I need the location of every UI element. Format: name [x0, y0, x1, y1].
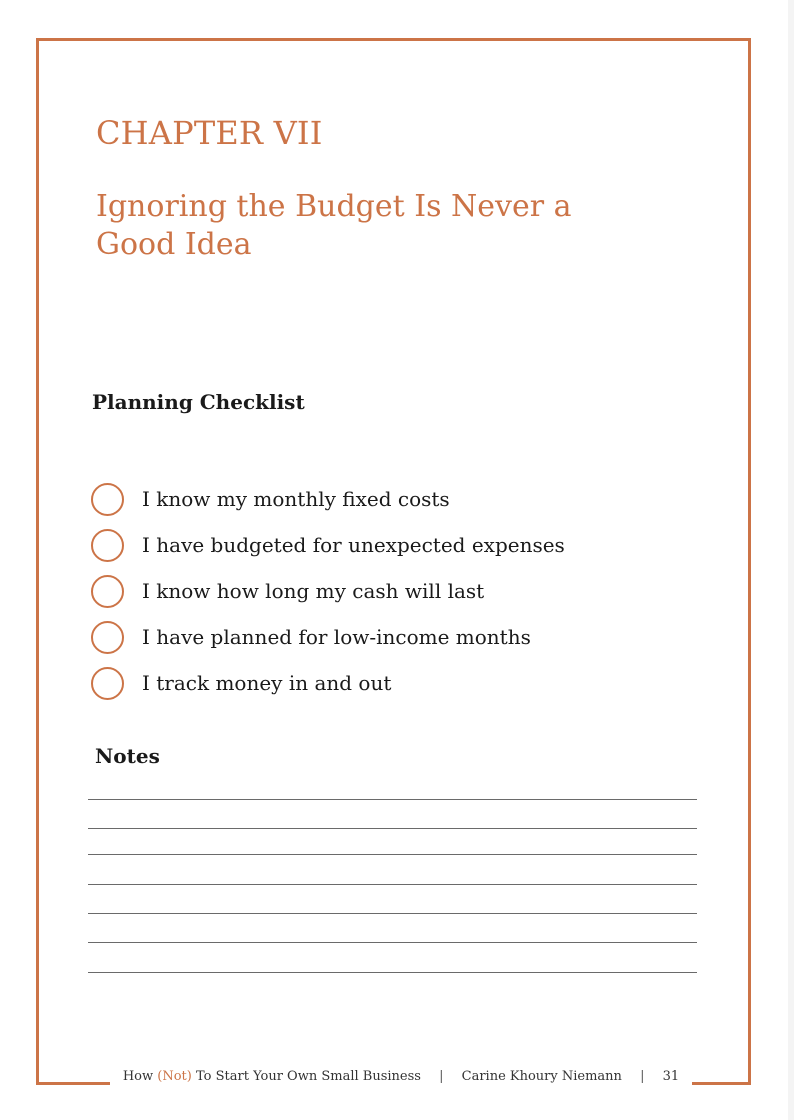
checklist-heading: Planning Checklist — [92, 390, 305, 414]
notes-heading: Notes — [95, 744, 160, 768]
page-footer — [110, 1069, 692, 1084]
checklist-item — [91, 660, 565, 706]
checklist-item — [91, 522, 565, 568]
footer-book-title: How (Not) To Start Your Own Small Business — [122, 1069, 421, 1084]
planning-checklist — [91, 476, 565, 706]
checklist-item-label: I know how long my cash will last — [142, 579, 485, 603]
checklist-item — [91, 476, 565, 522]
footer-author: Carine Khoury Niemann — [461, 1069, 622, 1084]
chapter-title-line-1: Ignoring the Budget Is Never a — [96, 189, 572, 224]
checkbox-circle[interactable] — [91, 575, 124, 608]
checklist-item-label: I track money in and out — [142, 671, 392, 695]
footer-title-accent: (Not) — [157, 1069, 192, 1084]
chapter-title-line-2: Good Idea — [96, 227, 252, 262]
checklist-item — [91, 614, 565, 660]
note-line[interactable] — [88, 799, 697, 800]
page-number: 31 — [662, 1069, 680, 1084]
note-line[interactable] — [88, 884, 697, 885]
checklist-item-label: I have planned for low-income months — [142, 625, 531, 649]
checklist-item — [91, 568, 565, 614]
footer-separator: | — [439, 1069, 444, 1084]
chapter-title — [96, 188, 616, 264]
note-line[interactable] — [88, 913, 697, 914]
checkbox-circle[interactable] — [91, 483, 124, 516]
note-line[interactable] — [88, 972, 697, 973]
checkbox-circle[interactable] — [91, 529, 124, 562]
note-line[interactable] — [88, 942, 697, 943]
chapter-label: CHAPTER VII — [96, 114, 323, 152]
checkbox-circle[interactable] — [91, 667, 124, 700]
checkbox-circle[interactable] — [91, 621, 124, 654]
checklist-item-label: I have budgeted for unexpected expenses — [142, 533, 565, 557]
note-line[interactable] — [88, 828, 697, 829]
page-edge — [788, 0, 794, 1120]
footer-separator: | — [640, 1069, 645, 1084]
checklist-item-label: I know my monthly fixed costs — [142, 487, 450, 511]
note-line[interactable] — [88, 854, 697, 855]
